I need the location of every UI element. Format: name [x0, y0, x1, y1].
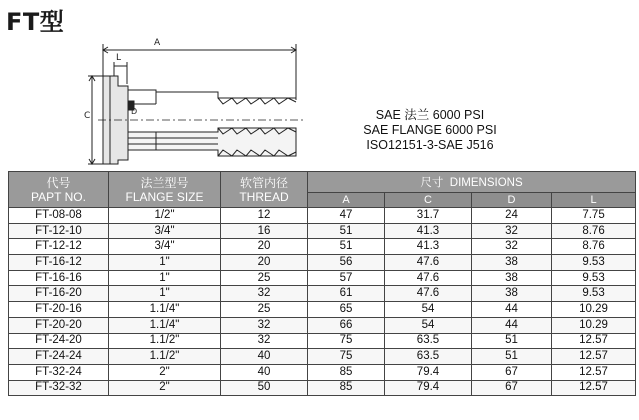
- cell-dim-l: 12.57: [552, 333, 636, 349]
- cell-dim-d: 32: [472, 223, 552, 239]
- header-thread: 软管内径 THREAD: [221, 172, 308, 208]
- cell-dim-l: 8.76: [552, 239, 636, 255]
- spec-line-2: SAE FLANGE 6000 PSI: [363, 123, 497, 137]
- cell-flange-size: 1.1/4": [109, 317, 221, 333]
- table-row: [9, 302, 636, 318]
- cell-part-no: FT-08-08: [9, 208, 109, 224]
- cell-part-no: FT-32-24: [9, 364, 109, 380]
- table-row: [9, 380, 636, 396]
- cell-dim-d: 51: [472, 333, 552, 349]
- cell-part-no: FT-24-20: [9, 333, 109, 349]
- header-dimensions: 尺寸 DIMENSIONS: [308, 172, 636, 193]
- cell-thread: 20: [221, 239, 308, 255]
- cell-dim-d: 51: [472, 349, 552, 365]
- header-dim-a: A: [308, 193, 385, 208]
- table-row: [9, 286, 636, 302]
- table-row: [9, 208, 636, 224]
- cell-dim-c: 63.5: [385, 333, 472, 349]
- cell-dim-c: 47.6: [385, 255, 472, 271]
- cell-dim-l: 12.57: [552, 380, 636, 396]
- dimensions-table: [8, 171, 636, 396]
- cell-dim-d: 67: [472, 364, 552, 380]
- cell-dim-a: 51: [308, 239, 385, 255]
- cell-flange-size: 2": [109, 380, 221, 396]
- table-row: [9, 349, 636, 365]
- cell-dim-l: 7.75: [552, 208, 636, 224]
- table-row: [9, 255, 636, 271]
- header-part-no: 代号 PAPT NO.: [9, 172, 109, 208]
- cell-dim-c: 47.6: [385, 286, 472, 302]
- cell-dim-l: 10.29: [552, 317, 636, 333]
- cell-dim-c: 54: [385, 317, 472, 333]
- dim-label-l: L: [116, 53, 122, 63]
- table-row: [9, 223, 636, 239]
- cell-dim-a: 85: [308, 380, 385, 396]
- cell-thread: 12: [221, 208, 308, 224]
- cell-dim-d: 38: [472, 255, 552, 271]
- cell-dim-l: 9.53: [552, 255, 636, 271]
- cell-thread: 25: [221, 270, 308, 286]
- cell-flange-size: 1.1/4": [109, 302, 221, 318]
- cell-dim-a: 51: [308, 223, 385, 239]
- cell-thread: 20: [221, 255, 308, 271]
- header-flange-size: 法兰型号 FLANGE SIZE: [109, 172, 221, 208]
- cell-dim-c: 41.3: [385, 223, 472, 239]
- spec-line-1: SAE 法兰 6000 PSI: [375, 108, 485, 122]
- cell-part-no: FT-20-20: [9, 317, 109, 333]
- cell-dim-d: 38: [472, 270, 552, 286]
- cell-dim-a: 47: [308, 208, 385, 224]
- cell-thread: 32: [221, 286, 308, 302]
- cell-part-no: FT-16-16: [9, 270, 109, 286]
- table-body: [9, 208, 636, 396]
- cell-dim-a: 66: [308, 317, 385, 333]
- cell-thread: 32: [221, 333, 308, 349]
- dim-label-d: D: [131, 107, 138, 116]
- cell-part-no: FT-32-32: [9, 380, 109, 396]
- cell-dim-d: 44: [472, 317, 552, 333]
- cell-dim-l: 12.57: [552, 349, 636, 365]
- cell-part-no: FT-16-12: [9, 255, 109, 271]
- cell-part-no: FT-20-16: [9, 302, 109, 318]
- cell-part-no: FT-24-24: [9, 349, 109, 365]
- cell-thread: 40: [221, 349, 308, 365]
- cell-dim-a: 75: [308, 349, 385, 365]
- header-dim-d: D: [472, 193, 552, 208]
- cell-dim-c: 31.7: [385, 208, 472, 224]
- cell-flange-size: 1.1/2": [109, 349, 221, 365]
- cell-dim-a: 57: [308, 270, 385, 286]
- cell-thread: 32: [221, 317, 308, 333]
- cell-dim-l: 9.53: [552, 286, 636, 302]
- cell-dim-c: 79.4: [385, 364, 472, 380]
- page-title: FT型: [6, 8, 65, 36]
- header-dim-c: C: [385, 193, 472, 208]
- cell-flange-size: 1.1/2": [109, 333, 221, 349]
- cell-dim-l: 10.29: [552, 302, 636, 318]
- table-row: [9, 270, 636, 286]
- cell-dim-d: 67: [472, 380, 552, 396]
- cell-dim-c: 41.3: [385, 239, 472, 255]
- cell-dim-l: 9.53: [552, 270, 636, 286]
- spec-notes: [350, 108, 510, 153]
- cell-dim-d: 38: [472, 286, 552, 302]
- cell-thread: 50: [221, 380, 308, 396]
- cell-flange-size: 3/4": [109, 239, 221, 255]
- cell-flange-size: 1": [109, 255, 221, 271]
- cell-flange-size: 1/2": [109, 208, 221, 224]
- cell-dim-c: 47.6: [385, 270, 472, 286]
- cell-thread: 25: [221, 302, 308, 318]
- cell-part-no: FT-12-12: [9, 239, 109, 255]
- cell-thread: 16: [221, 223, 308, 239]
- cell-part-no: FT-16-20: [9, 286, 109, 302]
- table-row: [9, 317, 636, 333]
- cell-dim-d: 32: [472, 239, 552, 255]
- cell-flange-size: 2": [109, 364, 221, 380]
- table-row: [9, 333, 636, 349]
- cell-flange-size: 1": [109, 286, 221, 302]
- table-row: [9, 364, 636, 380]
- spec-line-3: ISO12151-3-SAE J516: [366, 138, 494, 152]
- cell-dim-a: 56: [308, 255, 385, 271]
- cell-dim-c: 63.5: [385, 349, 472, 365]
- table-row: [9, 239, 636, 255]
- cell-dim-l: 12.57: [552, 364, 636, 380]
- fitting-drawing: [70, 28, 330, 176]
- cell-flange-size: 1": [109, 270, 221, 286]
- cell-dim-l: 8.76: [552, 223, 636, 239]
- cell-dim-a: 65: [308, 302, 385, 318]
- cell-dim-a: 75: [308, 333, 385, 349]
- dim-label-a: A: [154, 38, 161, 48]
- header-dim-l: L: [552, 193, 636, 208]
- cell-part-no: FT-12-10: [9, 223, 109, 239]
- cell-dim-c: 54: [385, 302, 472, 318]
- cell-dim-a: 85: [308, 364, 385, 380]
- dim-label-c: C: [84, 111, 91, 121]
- cell-thread: 40: [221, 364, 308, 380]
- cell-dim-a: 61: [308, 286, 385, 302]
- cell-dim-d: 44: [472, 302, 552, 318]
- cell-dim-d: 24: [472, 208, 552, 224]
- cell-dim-c: 79.4: [385, 380, 472, 396]
- cell-flange-size: 3/4": [109, 223, 221, 239]
